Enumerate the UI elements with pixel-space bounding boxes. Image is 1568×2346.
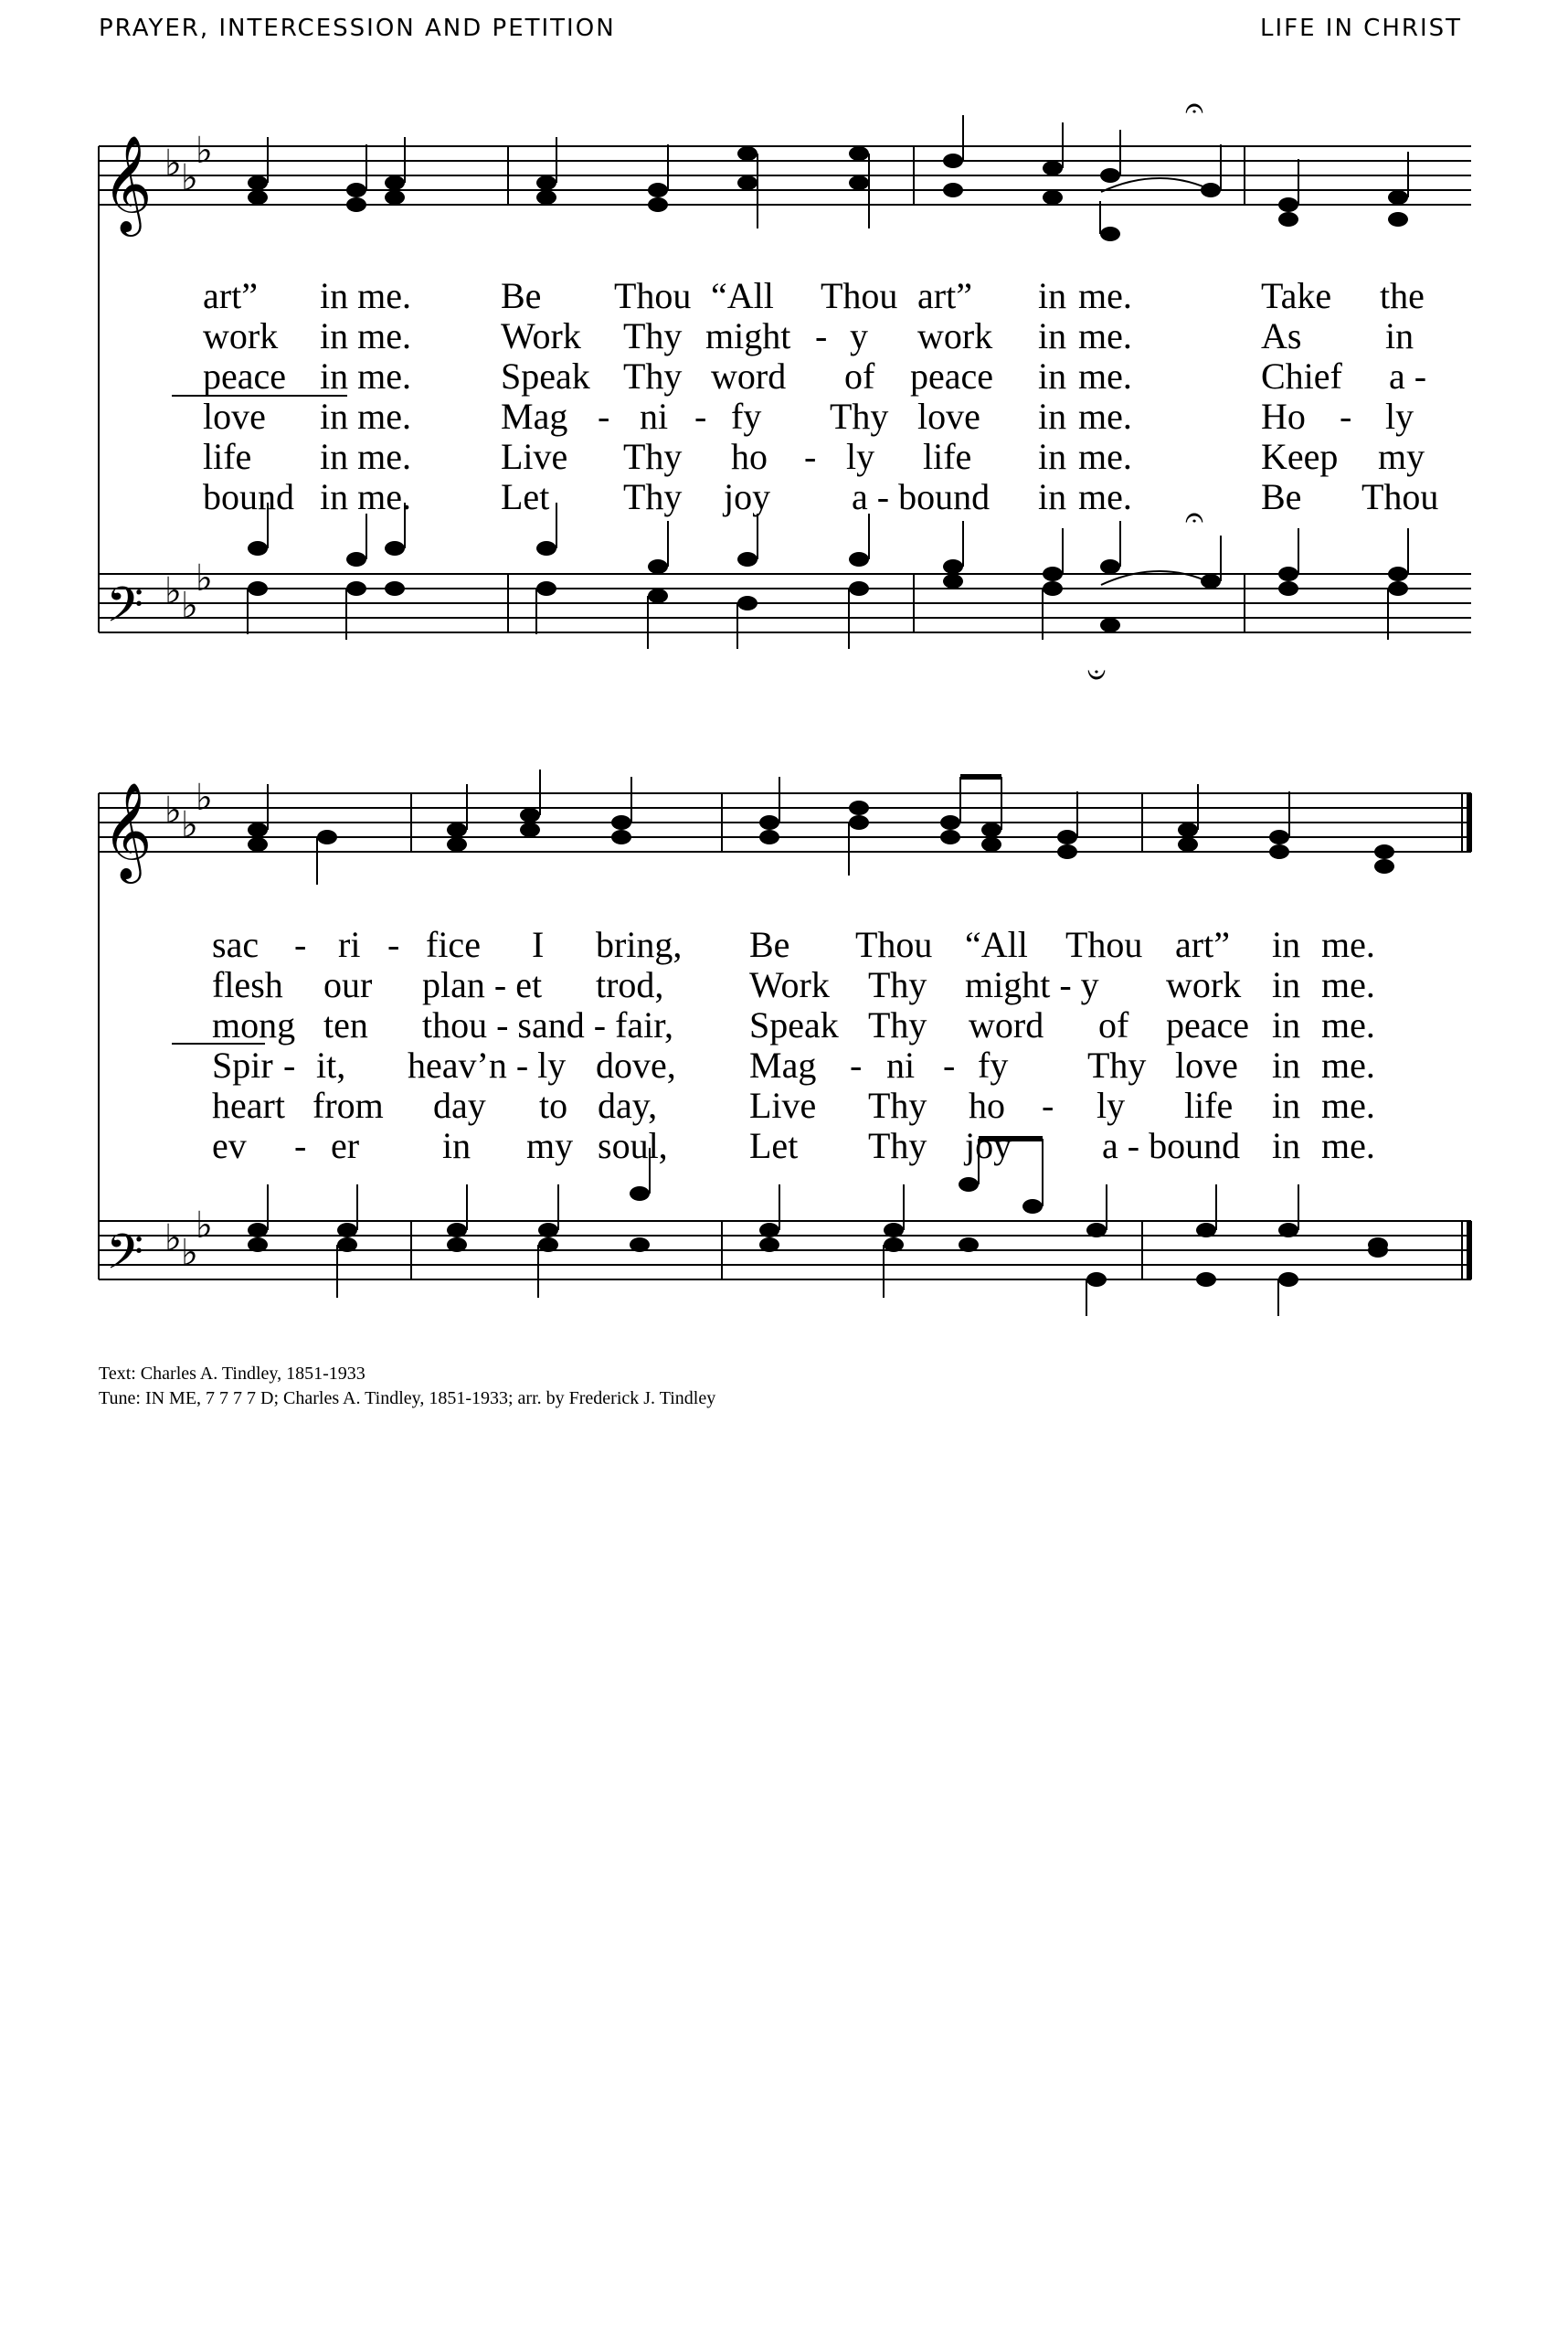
syllable: in me. [320,396,411,437]
syllable: life [1184,1085,1234,1126]
section-heading: PRAYER, INTERCESSION AND PETITION [99,15,616,42]
syllable: Let [749,1125,799,1166]
syllable: art” [917,275,972,316]
syllable: Thy [623,356,683,397]
syllable: might [705,315,791,356]
svg-text:♭: ♭ [164,143,182,185]
svg-text:♭: ♭ [164,570,182,612]
syllable: plan - et [422,964,543,1005]
syllable: me. [1078,436,1132,477]
treble-clef-icon: 𝄞 [102,134,153,232]
syllable: art” [203,275,258,316]
syllable: Thy [623,436,683,477]
syllable: in [1038,356,1067,397]
syllable: Thy [868,964,927,1005]
syllable: in [1038,436,1067,477]
syllable: heav’n - ly [408,1045,567,1086]
syllable: me. [1321,1085,1375,1126]
syllable: in me. [320,315,411,356]
syllable: in [1272,1125,1301,1166]
syllable: word [711,356,787,397]
syllable: me. [1321,1125,1375,1166]
syllable: from [313,1085,384,1126]
syllable: our [323,964,373,1005]
syllable: soul, [598,1125,668,1166]
syllable: peace [910,356,994,397]
syllable: ten [323,1004,368,1046]
syllable: in [1272,1004,1301,1046]
syllable: work [203,315,279,356]
syllable: Thou [1065,924,1143,965]
svg-text:𝄐: 𝄐 [1185,499,1204,536]
svg-text:♭: ♭ [164,1217,182,1259]
syllable: my [1378,436,1425,477]
syllable: Thy [868,1085,927,1126]
syllable: me. [1321,1004,1375,1046]
syllable: Live [501,436,568,477]
syllable: ho [969,1085,1005,1126]
syllable: dove, [596,1045,676,1086]
syllable: ri [338,924,361,965]
syllable: “All [711,275,774,316]
syllable: ly [846,436,875,477]
syllable: Speak [501,356,590,397]
syllable: ly [1097,1085,1126,1126]
syllable: Thy [868,1004,927,1046]
syllable: in me. [320,275,411,316]
syllable: Speak [749,1004,839,1046]
syllable: trod, [596,964,664,1005]
syllable: in [1038,476,1067,517]
syllable: fice [426,924,481,965]
syllable: day, [598,1085,658,1126]
syllable: bring, [596,924,683,965]
svg-text:♭: ♭ [181,804,198,846]
syllable: ni [886,1045,916,1086]
syllable: Thy [830,396,889,437]
syllable: of [844,356,875,397]
syllable: - [694,396,707,437]
syllable: flesh [212,964,283,1005]
syllable: me. [1321,964,1375,1005]
syllable: me. [1078,275,1132,316]
svg-text:♭: ♭ [196,777,213,819]
syllable: fy [978,1045,1009,1086]
syllable: in me. [320,476,411,517]
syllable: er [331,1125,360,1166]
syllable: - [804,436,817,477]
syllable: Live [749,1085,817,1126]
syllable: love [203,396,266,437]
syllable: Work [501,315,581,356]
syllable: Thou [1361,476,1439,517]
syllable: Be [1261,476,1302,517]
syllable: it, [316,1045,346,1086]
syllable: in [1038,396,1067,437]
svg-text:𝄑: 𝄑 [1087,656,1107,694]
syllable: - [1340,396,1352,437]
syllable: Thy [1087,1045,1147,1086]
syllable: me. [1321,924,1375,965]
syllable: “All [965,924,1028,965]
syllable: Mag [749,1045,817,1086]
syllable: sac [212,924,260,965]
syllable: - [815,315,828,356]
syllable: y [850,315,868,356]
syllable: Be [501,275,542,316]
syllable: ev [212,1125,247,1166]
syllable: Thy [623,476,683,517]
svg-text:♭: ♭ [196,557,213,600]
syllable: - [1042,1085,1054,1126]
syllable: Take [1261,275,1332,316]
treble-staff-2 [99,793,1471,852]
svg-text:♭: ♭ [181,157,198,199]
hymn-credits [99,1362,715,1411]
syllable: a - bound [1102,1125,1241,1166]
syllable: Spir [212,1045,273,1086]
syllable: me. [1321,1045,1375,1086]
syllable: day [433,1085,486,1126]
syllable: - [387,924,400,965]
syllable: me. [1078,476,1132,517]
syllable: Work [749,964,830,1005]
svg-text:𝄞: 𝄞 [102,781,153,879]
syllable: love [1175,1045,1238,1086]
syllable: Keep [1261,436,1339,477]
syllable: in me. [320,436,411,477]
syllable: Chief [1261,356,1342,397]
syllable: peace [203,356,287,397]
syllable: - [294,924,307,965]
syllable: Thou [855,924,933,965]
syllable: the [1380,275,1425,316]
syllable: work [1166,964,1242,1005]
syllable: might - y [965,964,1099,1005]
bass-clef-icon: 𝄢 [106,578,144,645]
syllable: As [1261,315,1302,356]
tune-credit: Tune: IN ME, 7 7 7 7 D; Charles A. Tindley, 1851-1933; arr. by Frederick J. Tindley [99,1388,716,1408]
syllable: Thy [623,315,683,356]
svg-text:𝄢: 𝄢 [106,1225,144,1292]
syllable: of [1098,1004,1129,1046]
bass-staff-2 [99,1221,1471,1279]
syllable: in [1272,1045,1301,1086]
syllable: thou - sand - fair, [422,1004,673,1046]
syllable: my [526,1125,574,1166]
syllable: in [1272,964,1301,1005]
syllable: to [539,1085,568,1126]
text-credit: Text: Charles A. Tindley, 1851-1933 [99,1364,366,1384]
syllable: - [943,1045,956,1086]
svg-text:𝄐: 𝄐 [1185,90,1204,127]
syllable: heart [212,1085,285,1126]
syllable: life [203,436,252,477]
syllable: in [1038,275,1067,316]
syllable: ho [731,436,768,477]
syllable: mong [212,1004,296,1046]
svg-text:♭: ♭ [164,790,182,832]
syllable: in [1038,315,1067,356]
syllable: in me. [320,356,411,397]
syllable: Be [749,924,790,965]
syllable: peace [1166,1004,1250,1046]
svg-text:♭: ♭ [181,585,198,627]
syllable: in [442,1125,471,1166]
syllable: Let [501,476,550,517]
syllable: in [1272,1085,1301,1126]
syllable: Thy [868,1125,927,1166]
syllable: joy [724,476,771,517]
syllable: Mag [501,396,568,437]
syllable: a - bound [852,476,991,517]
syllable: - [283,1045,296,1086]
svg-text:♭: ♭ [196,130,213,172]
syllable: me. [1078,396,1132,437]
syllable: - [294,1125,307,1166]
syllable: joy [965,1125,1012,1166]
syllable: ly [1385,396,1414,437]
syllable: bound [203,476,294,517]
category-heading: LIFE IN CHRIST [1259,15,1462,42]
syllable: life [923,436,972,477]
syllable: Ho [1261,396,1306,437]
svg-text:♭: ♭ [196,1205,213,1247]
syllable: Thou [614,275,692,316]
syllable: me. [1078,315,1132,356]
syllable: me. [1078,356,1132,397]
syllable: in [1272,924,1301,965]
syllable: a - [1389,356,1427,397]
syllable: - [598,396,610,437]
syllable: work [917,315,993,356]
syllable: ni [640,396,669,437]
syllable: art” [1175,924,1230,965]
syllable: love [917,396,980,437]
syllable: word [969,1004,1044,1046]
syllable: Thou [821,275,898,316]
svg-text:♭: ♭ [181,1232,198,1274]
syllable: in [1385,315,1414,356]
syllable: fy [731,396,762,437]
syllable: - [850,1045,863,1086]
syllable: I [532,924,545,965]
